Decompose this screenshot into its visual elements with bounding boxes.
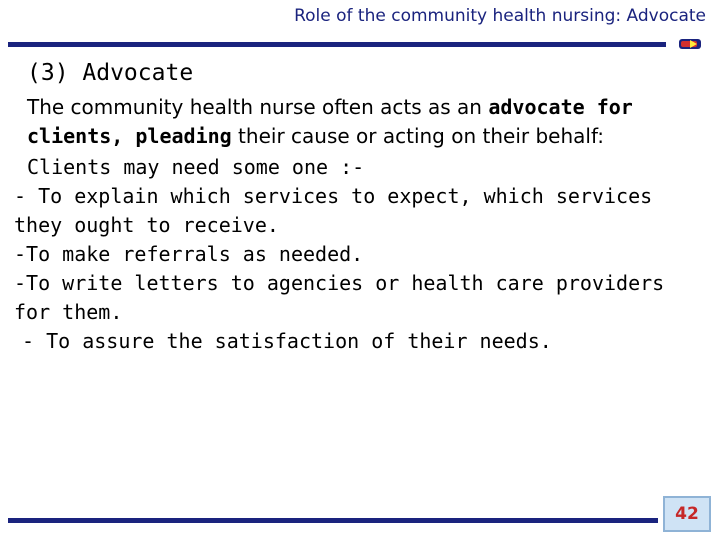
list-line: Clients may need some one :- xyxy=(27,155,365,179)
list-line: -To write letters to agencies or health care providers xyxy=(14,271,665,295)
list-line: -To make referrals as needed. xyxy=(14,242,364,266)
intro-text-2: their cause or acting on their behalf: xyxy=(231,124,605,148)
list-line: they ought to receive. xyxy=(14,213,279,237)
top-divider-line xyxy=(8,42,666,47)
intro-line-2 xyxy=(27,122,707,151)
list-line: for them. xyxy=(14,300,123,324)
intro-line-1 xyxy=(27,93,707,122)
page-number: 42 xyxy=(663,496,711,532)
advocate-list xyxy=(14,153,714,356)
intro-bold-2: clients, pleading xyxy=(27,124,232,148)
slide-header-title: Role of the community health nursing: Advocate xyxy=(294,6,706,26)
bottom-divider-line xyxy=(8,518,658,523)
list-line: - To explain which services to expect, which services xyxy=(14,184,653,208)
slide-heading: (3) Advocate xyxy=(27,60,194,86)
intro-paragraph xyxy=(27,93,707,151)
list-line: - To assure the satisfaction of their needs. xyxy=(22,329,552,353)
intro-text-1: The community health nurse often acts as an xyxy=(27,95,489,119)
red-arrow-bullet-icon xyxy=(678,37,702,51)
intro-bold-1: advocate for xyxy=(488,95,633,119)
